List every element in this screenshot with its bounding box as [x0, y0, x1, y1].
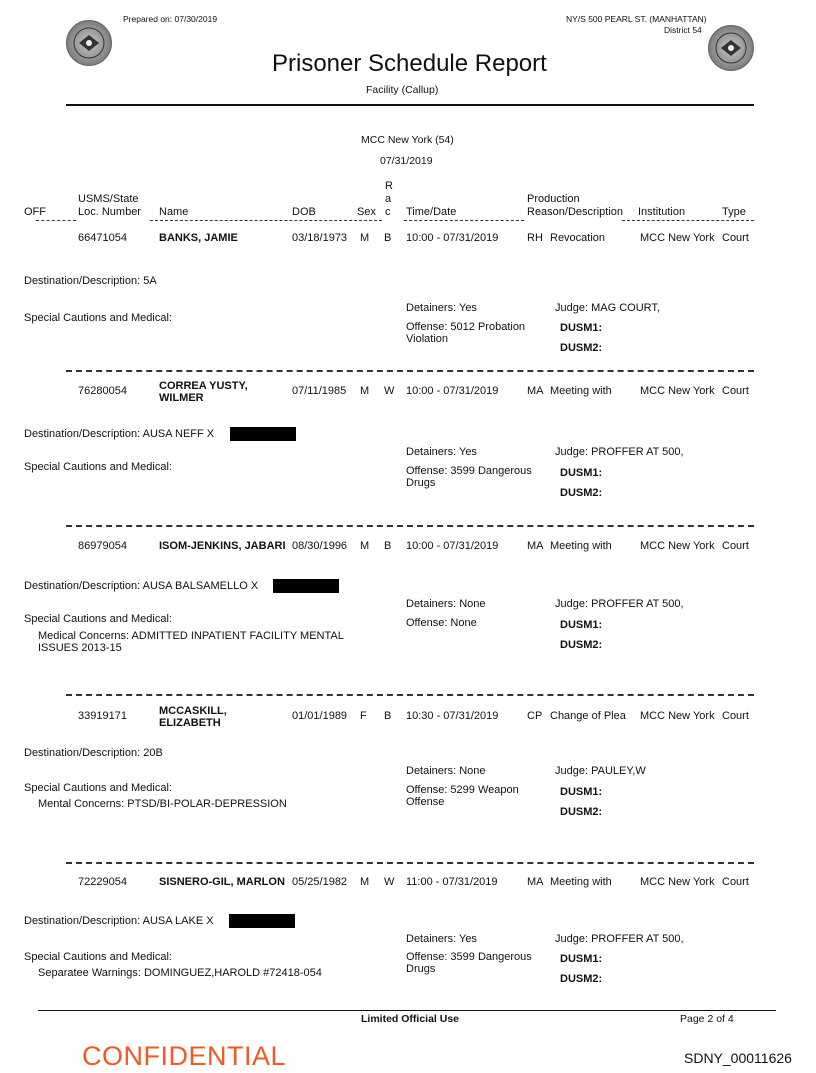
record-code: MA [527, 876, 544, 888]
dusm1-label: DUSM1: [560, 953, 603, 965]
record-institution: MCC New York [640, 385, 715, 397]
record-sex: M [360, 385, 370, 397]
special-label: Special Cautions and Medical: [24, 312, 172, 324]
record-divider [66, 525, 754, 527]
detainers: Detainers: Yes [406, 302, 477, 314]
record-type: Court [722, 540, 749, 552]
eagle-seal-icon [67, 21, 111, 65]
report-subtitle: Facility (Callup) [366, 84, 439, 96]
col-institution: Institution [638, 206, 686, 218]
destination-value: 5A [143, 275, 157, 287]
dusm2-label: DUSM2: [560, 639, 603, 651]
eagle-seal-icon [709, 26, 753, 70]
record-sex: M [360, 540, 370, 552]
record-race: B [384, 710, 392, 722]
district-label: District 54 [664, 25, 702, 35]
col-type: Type [722, 206, 746, 218]
dusm2-label: DUSM2: [560, 973, 603, 985]
dusm1-label: DUSM1: [560, 467, 603, 479]
record-type: Court [722, 710, 749, 722]
record-time: 10:00 - 07/31/2019 [406, 540, 499, 552]
record-sex: F [360, 710, 367, 722]
record-dob: 05/25/1982 [292, 876, 348, 888]
record-institution: MCC New York [640, 540, 715, 552]
footer-rule [38, 1010, 776, 1011]
offense: Offense: 3599 Dangerous Drugs [406, 465, 532, 489]
offense: Offense: 3599 Dangerous Drugs [406, 951, 532, 975]
col-production: Production [527, 193, 580, 205]
record-reason: Revocation [550, 232, 606, 244]
record-loc: 66471054 [78, 232, 127, 244]
medical-concerns: Separatee Warnings: DOMINGUEZ,HAROLD #72418-054 [38, 967, 322, 979]
destination-value: AUSA BALSAMELLO X [142, 580, 259, 592]
detainers: Detainers: Yes [406, 933, 477, 945]
record-type: Court [722, 232, 749, 244]
record-time: 11:00 - 07/31/2019 [406, 876, 498, 888]
judge: Judge: PROFFER AT 500, [555, 933, 684, 945]
record-institution: MCC New York [640, 876, 715, 888]
page-number: Page 2 of 4 [680, 1013, 734, 1025]
record-loc: 72229054 [78, 876, 127, 888]
record-code: MA [527, 385, 544, 397]
judge: Judge: PAULEY,W [555, 765, 646, 777]
record-dob: 01/01/1989 [292, 710, 348, 722]
record-divider [66, 862, 754, 864]
destination-row: Destination/Description: AUSA LAKE X [24, 915, 214, 927]
header-rule [66, 104, 754, 106]
record-code: MA [527, 540, 544, 552]
record-divider [66, 370, 754, 372]
offense: Offense: 5012 Probation Violation [406, 321, 526, 345]
col-loc: Loc. Number [78, 206, 141, 218]
col-usms: USMS/State [78, 193, 139, 205]
special-label: Special Cautions and Medical: [24, 461, 172, 473]
record-loc: 33919171 [78, 710, 127, 722]
dusm1-label: DUSM1: [560, 322, 603, 334]
record-2 [0, 540, 816, 690]
special-label: Special Cautions and Medical: [24, 613, 172, 625]
record-reason: Change of Plea [550, 710, 626, 722]
col-dob: DOB [292, 206, 316, 218]
report-title: Prisoner Schedule Report [272, 50, 547, 77]
record-dob: 07/11/1985 [292, 385, 347, 397]
offense: Offense: None [406, 617, 477, 629]
destination-row: Destination/Description: 20B [24, 747, 163, 759]
redaction-bar [230, 427, 296, 441]
record-name: CORREA YUSTY, WILMER [159, 380, 248, 404]
detainers: Detainers: None [406, 765, 486, 777]
special-label: Special Cautions and Medical: [24, 951, 172, 963]
record-race: B [384, 540, 392, 552]
judge: Judge: PROFFER AT 500, [555, 446, 684, 458]
record-sex: M [360, 232, 370, 244]
destination-value: 20B [143, 747, 163, 759]
record-loc: 76280054 [78, 385, 127, 397]
record-dob: 03/18/1973 [292, 232, 348, 244]
record-reason: Meeting with [550, 385, 612, 397]
special-label: Special Cautions and Medical: [24, 782, 172, 794]
col-race-c: c [385, 206, 391, 218]
record-sex: M [360, 876, 370, 888]
destination-row: Destination/Description: AUSA NEFF X [24, 428, 215, 440]
record-4 [0, 876, 816, 996]
record-reason: Meeting with [550, 876, 612, 888]
location-label: NY/S 500 PEARL ST. (MANHATTAN) [566, 14, 707, 24]
record-time: 10:00 - 07/31/2019 [406, 385, 499, 397]
judge: Judge: PROFFER AT 500, [555, 598, 684, 610]
dusm1-label: DUSM1: [560, 786, 603, 798]
usms-seal-left [66, 20, 112, 66]
record-name: SISNERO-GIL, MARLON [159, 876, 285, 888]
record-time: 10:30 - 07/31/2019 [406, 710, 499, 722]
record-institution: MCC New York [640, 232, 715, 244]
destination-row: Destination/Description: 5A [24, 275, 157, 287]
record-code: CP [527, 710, 543, 722]
record-divider [66, 694, 754, 696]
facility-name: MCC New York (54) [361, 134, 454, 146]
record-institution: MCC New York [640, 710, 715, 722]
record-type: Court [722, 876, 749, 888]
medical-concerns: Medical Concerns: ADMITTED INPATIENT FACILITY MENTAL ISSUES 2013-15 [38, 630, 344, 654]
confidential-stamp: CONFIDENTIAL [82, 1041, 287, 1071]
record-name: ISOM-JENKINS, JABARI [159, 540, 286, 552]
record-0 [0, 232, 816, 382]
record-dob: 08/30/1996 [292, 540, 348, 552]
prepared-on: Prepared on: 07/30/2019 [123, 14, 218, 24]
record-loc: 86979054 [78, 540, 127, 552]
redaction-bar [229, 914, 295, 928]
record-race: B [384, 232, 392, 244]
usms-seal-right [708, 25, 754, 71]
redaction-bar [273, 579, 339, 593]
destination-row: Destination/Description: AUSA BALSAMELLO X [24, 580, 259, 592]
judge: Judge: MAG COURT, [555, 302, 660, 314]
facility-date: 07/31/2019 [380, 155, 433, 167]
col-race-r: R [385, 180, 393, 192]
detainers: Detainers: None [406, 598, 486, 610]
record-time: 10:00 - 07/31/2019 [406, 232, 499, 244]
record-race: W [384, 385, 395, 397]
destination-value: AUSA LAKE X [142, 915, 214, 927]
col-time: Time/Date [406, 206, 457, 218]
dusm1-label: DUSM1: [560, 619, 603, 631]
record-name: BANKS, JAMIE [159, 232, 238, 244]
destination-value: AUSA NEFF X [142, 428, 215, 440]
col-sex: Sex [357, 206, 376, 218]
col-race-a: a [385, 193, 392, 205]
record-name: MCCASKILL, ELIZABETH [159, 705, 227, 729]
dusm2-label: DUSM2: [560, 487, 603, 499]
bates-number: SDNY_00011626 [684, 1050, 792, 1066]
record-3 [0, 705, 816, 860]
record-race: W [384, 876, 395, 888]
dusm2-label: DUSM2: [560, 342, 603, 354]
detainers: Detainers: Yes [406, 446, 477, 458]
col-off: OFF [24, 206, 46, 218]
offense: Offense: 5299 Weapon Offense [406, 784, 519, 808]
record-code: RH [527, 232, 543, 244]
dusm2-label: DUSM2: [560, 806, 603, 818]
record-1 [0, 380, 816, 535]
record-reason: Meeting with [550, 540, 612, 552]
col-reason: Reason/Description [527, 206, 623, 218]
col-name: Name [159, 206, 189, 218]
medical-concerns: Mental Concerns: PTSD/BI-POLAR-DEPRESSION [38, 798, 287, 810]
limited-official-use: Limited Official Use [361, 1013, 460, 1025]
record-type: Court [722, 385, 749, 397]
